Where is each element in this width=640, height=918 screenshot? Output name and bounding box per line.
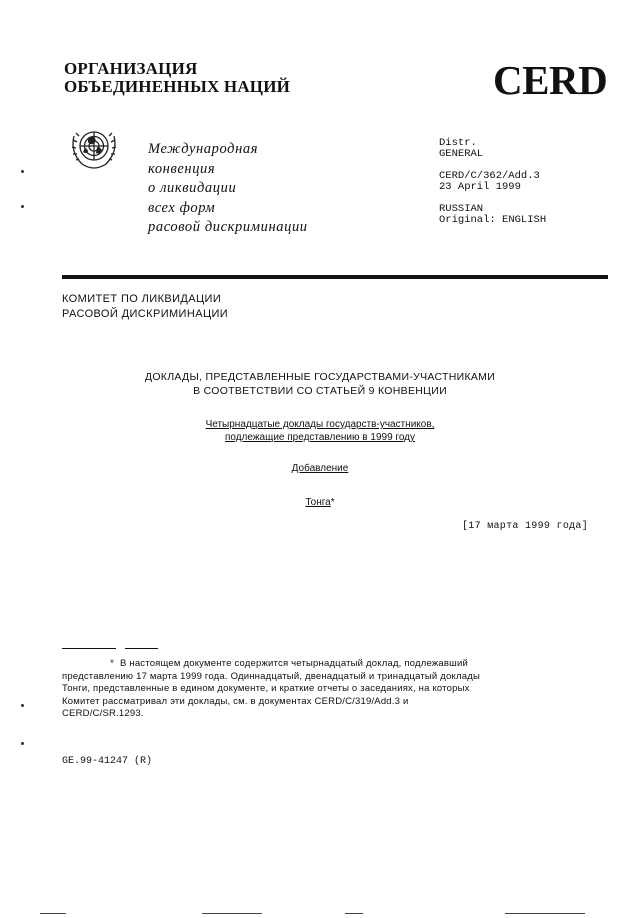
convention-title [148, 140, 308, 238]
submission-date: [17 марта 1999 года] [462, 521, 589, 532]
org-line-1: ОРГАНИЗАЦИЯ [64, 59, 198, 78]
committee-line-2: РАСОВОЙ ДИСКРИМИНАЦИИ [62, 308, 229, 320]
footnote-separator [62, 648, 116, 649]
original-label: Original: [439, 214, 496, 226]
addendum-label: Добавление [291, 463, 349, 474]
organization-name [64, 60, 290, 96]
convention-line-1: Международная [148, 141, 259, 157]
country-label: Тонга [305, 497, 331, 508]
footnote-line-2: представлению 17 марта 1999 года. Одиннадцатый, двенадцатый и тринадцатый доклады [62, 670, 480, 682]
country-footnote-mark: * [330, 497, 335, 508]
distr-label: Distr. [439, 137, 477, 149]
footnote-line-4: Комитет рассматривал эти доклады, см. в документах CERD/C/319/Add.3 и [62, 695, 409, 707]
distr-value: GENERAL [439, 148, 484, 160]
reports-heading [0, 370, 640, 398]
org-line-2: ОБЪЕДИНЕННЫХ НАЦИЙ [64, 77, 291, 96]
header-rule [62, 275, 608, 279]
footnote-line-1: * В настоящем документе содержится четырнадцатый доклад, подлежавший [62, 658, 582, 671]
scan-mark [505, 913, 585, 914]
document-date: 23 April 1999 [439, 181, 521, 193]
convention-line-4: всех форм [148, 199, 216, 216]
convention-line-2: конвенция [148, 160, 216, 177]
scan-mark [21, 704, 24, 707]
subtitle-line-2: подлежащие представлению в 1999 году [224, 432, 416, 443]
scan-mark [21, 205, 24, 208]
convention-line-5: расовой дискриминации [148, 219, 308, 235]
scan-mark [21, 170, 24, 173]
document-info [439, 138, 546, 226]
document-language: RUSSIAN [439, 203, 484, 215]
country-name [0, 497, 640, 508]
reports-line-2: В СООТВЕТСТВИИ СО СТАТЬЕЙ 9 КОНВЕНЦИИ [193, 385, 447, 397]
subtitle-line-1: Четырнадцатые доклады государств-участников, [205, 419, 435, 430]
scan-mark [202, 913, 262, 914]
series-code: CERD [493, 57, 608, 103]
scan-mark [21, 742, 24, 745]
reports-line-1: ДОКЛАДЫ, ПРЕДСТАВЛЕННЫЕ ГОСУДАРСТВАМИ-УЧАСТНИКАМИ [144, 371, 496, 383]
committee-line-1: КОМИТЕТ ПО ЛИКВИДАЦИИ [62, 293, 222, 305]
original-value: ENGLISH [502, 214, 547, 226]
reports-subtitle [0, 418, 640, 444]
footnote-marker: * [110, 658, 114, 669]
un-emblem-icon [66, 122, 122, 174]
job-number: GE.99-41247 (R) [62, 756, 153, 767]
footnote-separator-short [125, 648, 158, 649]
footnote-line-5: CERD/C/SR.1293. [62, 708, 144, 719]
footnote [62, 658, 582, 721]
convention-line-3: о ликвидации [148, 180, 237, 196]
scan-mark [345, 913, 363, 914]
document-symbol: CERD/C/362/Add.3 [439, 170, 540, 182]
original-language [439, 215, 546, 226]
scan-mark [40, 913, 66, 914]
footnote-line-3: Тонги, представленные в едином документе, и краткие отчеты о заседаниях, на которых [62, 683, 470, 694]
committee-name [62, 292, 228, 322]
